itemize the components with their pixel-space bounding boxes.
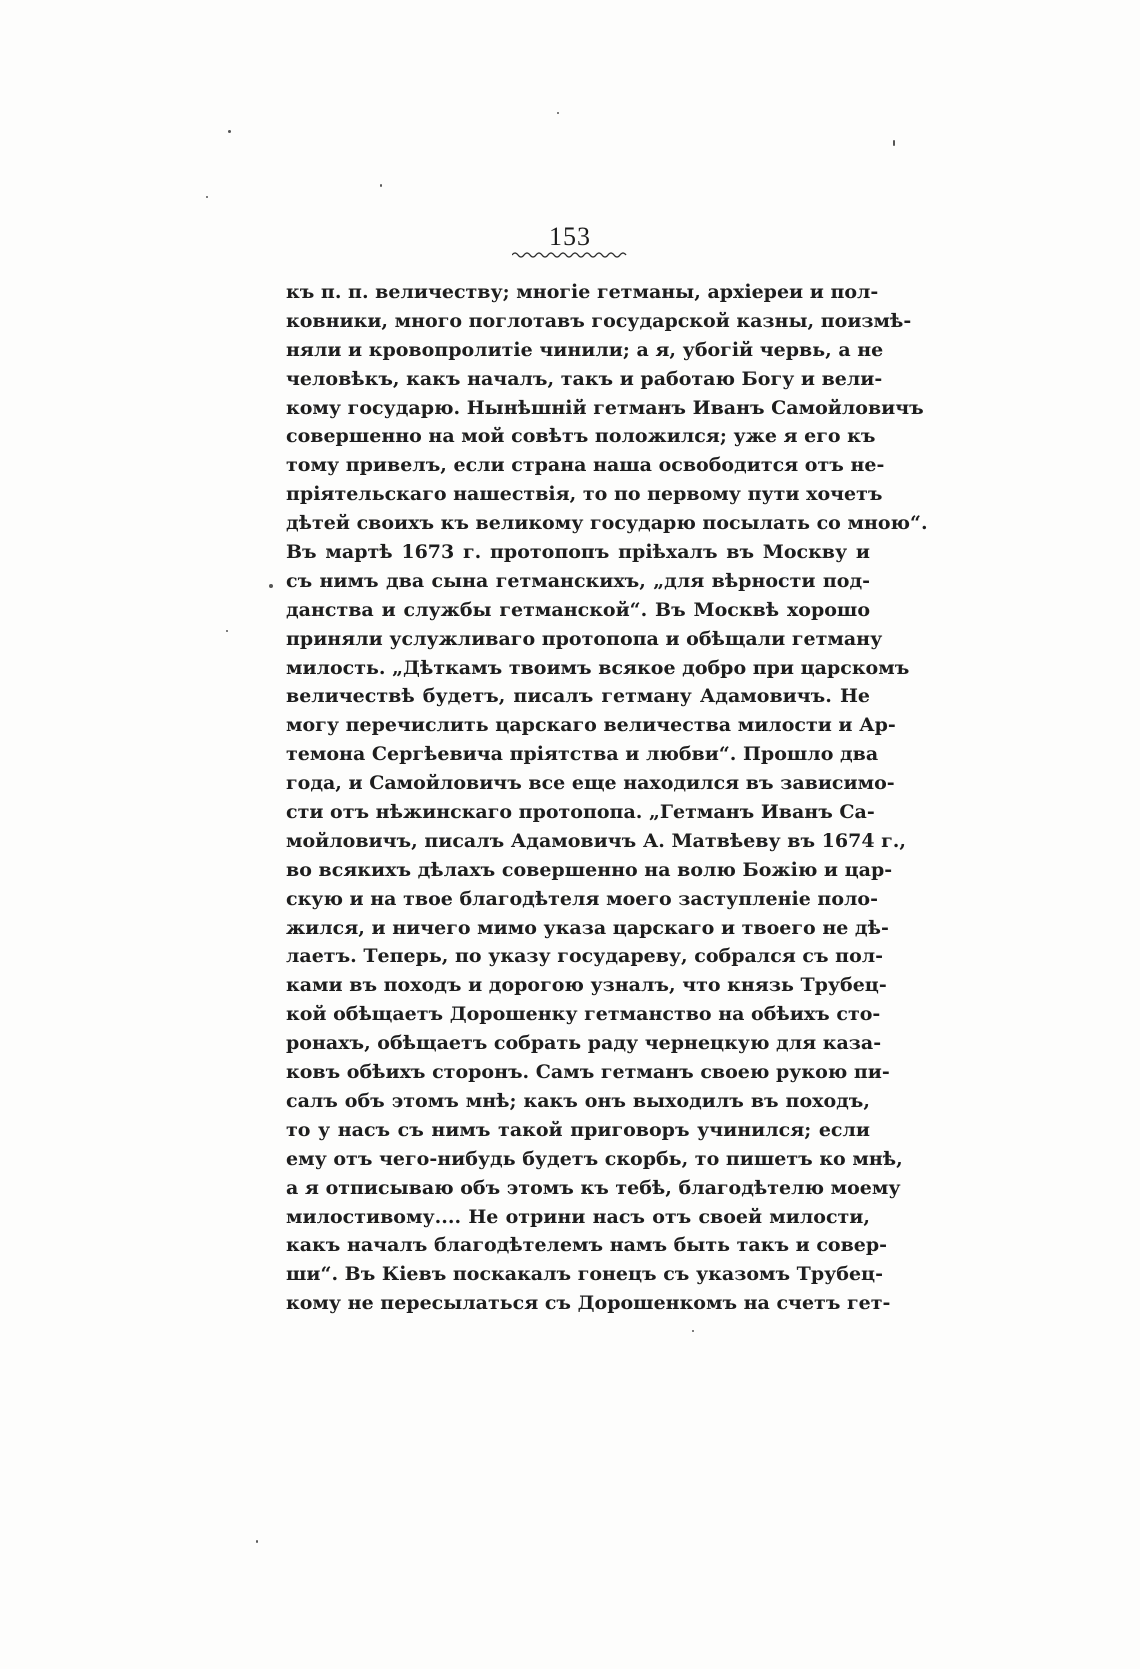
scan-speck (893, 140, 895, 146)
text-line: мойловичъ, писалъ Адамовичъ А. Матвѣеву въ 1674 г., (286, 829, 907, 852)
text-line: салъ объ этомъ мнѣ; какъ онъ выходилъ въ походъ, (286, 1089, 870, 1112)
text-line: ши“. Въ Кіевъ поскакалъ гонецъ съ указомъ Трубец- (286, 1263, 883, 1286)
scan-speck (557, 112, 559, 114)
text-line: ковники, много поглотавъ государской казны, поизмѣ- (286, 309, 912, 332)
text-line: совершенно на мой совѣтъ положился; уже я его къ (286, 425, 876, 448)
text-line: пріятельскаго нашествія, то по первому пути хочетъ (286, 483, 883, 506)
scan-speck (228, 130, 231, 133)
wavy-rule-ornament (512, 250, 628, 260)
text-line: кому государю. Нынѣшній гетманъ Иванъ Самойловичъ (286, 396, 924, 419)
text-line: скую и на твое благодѣтеля моего заступленіе поло- (286, 887, 878, 910)
text-line: ронахъ, обѣщаетъ собрать раду чернецкую для каза- (286, 1032, 882, 1055)
text-line: ковъ обѣихъ сторонъ. Самъ гетманъ своею рукою пи- (286, 1061, 890, 1084)
scan-speck (226, 630, 228, 632)
scan-speck (206, 196, 208, 198)
text-line: то у насъ съ нимъ такой приговоръ учинился; если (286, 1118, 870, 1141)
text-line: лаетъ. Теперь, по указу государеву, собрался съ пол- (286, 945, 884, 968)
text-line: данства и службы гетманской“. Въ Москвѣ хорошо (286, 598, 870, 621)
text-line: человѣкъ, какъ началъ, такъ и работаю Богу и вели- (286, 367, 883, 390)
text-line: года, и Самойловичъ все еще находился въ зависимо- (286, 772, 895, 795)
text-line: тому привелъ, если страна наша освободится отъ не- (286, 454, 885, 477)
text-line: приняли услужливаго протопопа и обѣщали гетману (286, 627, 883, 650)
text-line: темона Сергѣевича пріятства и любви“. Прошло два (286, 743, 879, 766)
scan-speck (692, 1330, 694, 1332)
text-line: милостивому.... Не отрини насъ отъ своей милости, (286, 1205, 870, 1228)
text-line: величествѣ будетъ, писалъ гетману Адамовичъ. Не (286, 685, 870, 708)
text-line: съ нимъ два сына гетманскихъ, „для вѣрности под- (286, 569, 870, 592)
text-line: ему отъ чего-нибудь будетъ скорбь, то пишетъ ко мнѣ, (286, 1147, 903, 1170)
text-line: кой обѣщаетъ Дорошенку гетманство на обѣихъ сто- (286, 1003, 881, 1026)
text-line: а я отписываю объ этомъ къ тебѣ, благодѣтелю моему (286, 1176, 901, 1199)
text-line: жился, и ничего мимо указа царскаго и твоего не дѣ- (286, 916, 889, 939)
body-text (286, 278, 928, 1318)
text-line: къ п. п. величеству; многіе гетманы, архіереи и пол- (286, 281, 879, 303)
text-line: кому не пересылаться съ Дорошенкомъ на счетъ гет- (286, 1292, 891, 1315)
page-number: 153 (549, 222, 591, 251)
scan-speck (269, 584, 273, 588)
scan-speck (256, 1540, 258, 1543)
text-line: какъ началъ благодѣтелемъ намъ быть такъ и совер- (286, 1234, 888, 1257)
scan-speck (380, 184, 382, 187)
text-line: милость. „Дѣткамъ твоимъ всякое добро при царскомъ (286, 656, 910, 679)
text-line: сти отъ нѣжинскаго протопопа. „Гетманъ Иванъ Са- (286, 801, 875, 824)
text-line: могу перечислить царскаго величества милости и Ар- (286, 714, 896, 737)
text-line: няли и кровопролитіе чинили; а я, убогій червь, а не (286, 338, 884, 361)
text-line: во всякихъ дѣлахъ совершенно на волю Божію и цар- (286, 858, 893, 881)
text-line: Въ мартѣ 1673 г. протопопъ пріѣхалъ въ Москву и (286, 541, 870, 564)
text-line: дѣтей своихъ къ великому государю посылать со мною“. (286, 512, 928, 535)
text-line: ками въ походъ и дорогою узналъ, что князь Трубец- (286, 974, 887, 997)
